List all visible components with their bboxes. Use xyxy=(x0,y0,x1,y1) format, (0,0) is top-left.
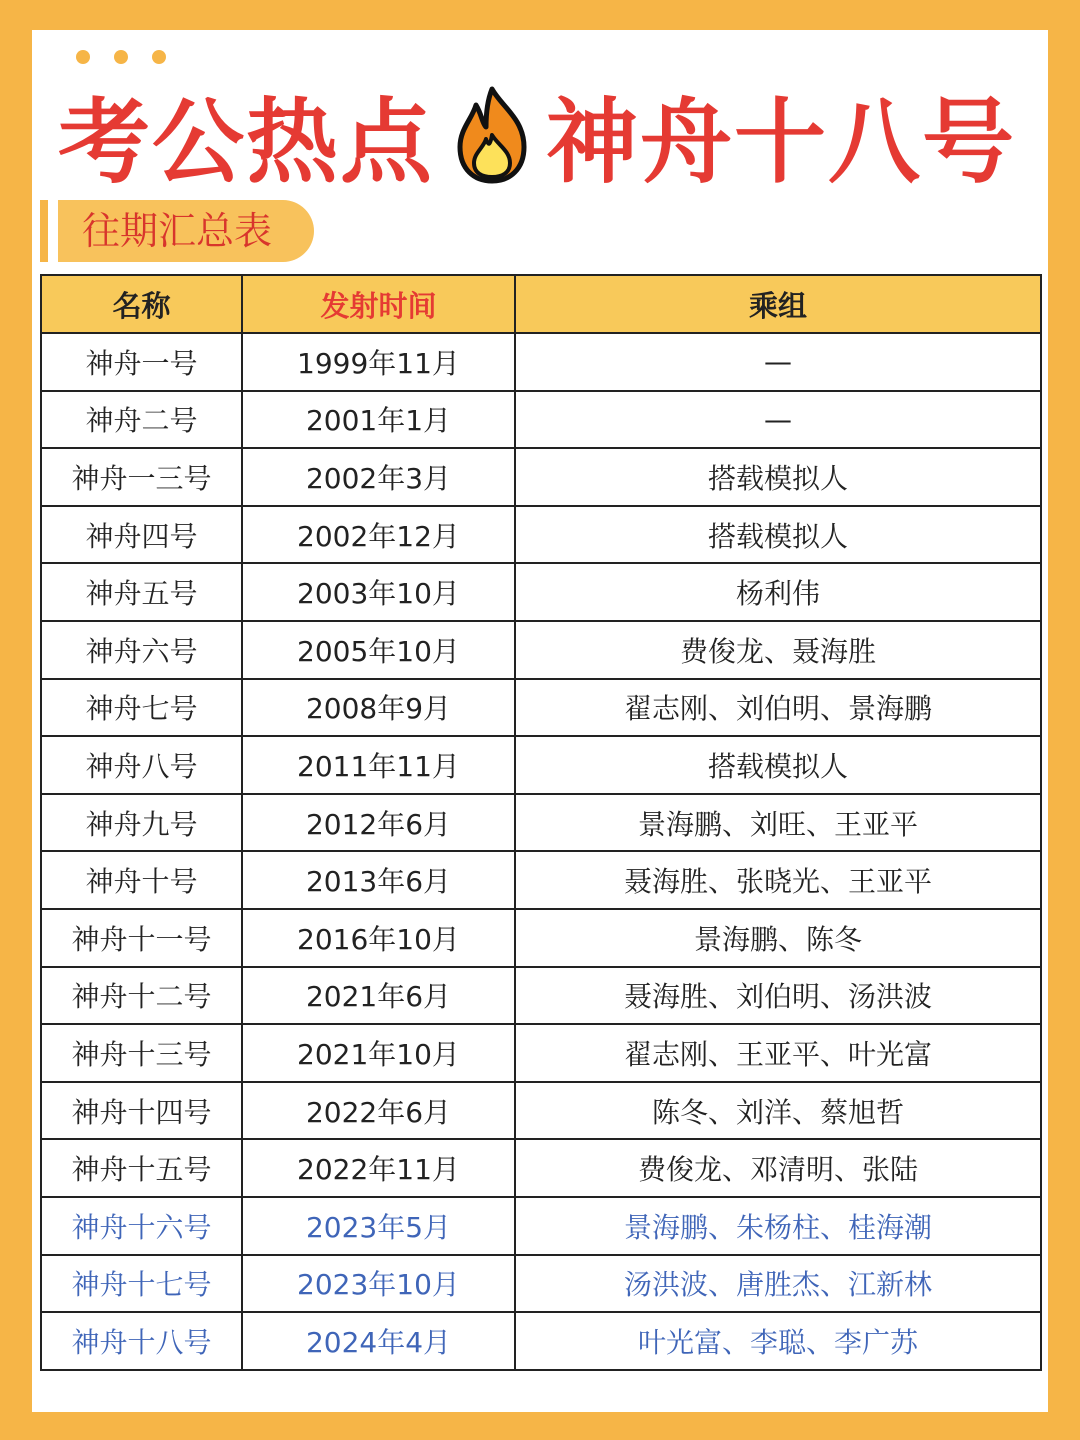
subtitle: 往期汇总表 xyxy=(58,200,314,262)
cell-name: 神舟七号 xyxy=(41,679,242,737)
header-date: 发射时间 xyxy=(242,275,515,333)
table-row xyxy=(41,1312,1041,1370)
cell-crew: 搭载模拟人 xyxy=(515,736,1041,794)
cell-date: 2016年10月 xyxy=(242,909,515,967)
cell-date: 2003年10月 xyxy=(242,563,515,621)
cell-name: 神舟十一号 xyxy=(41,909,242,967)
table-row xyxy=(41,909,1041,967)
cell-name: 神舟十号 xyxy=(41,851,242,909)
cell-crew: 陈冬、刘洋、蔡旭哲 xyxy=(515,1082,1041,1140)
cell-date: 2008年9月 xyxy=(242,679,515,737)
cell-date: 2012年6月 xyxy=(242,794,515,852)
cell-name: 神舟十八号 xyxy=(41,1312,242,1370)
decorative-dots xyxy=(76,50,166,64)
table-row xyxy=(41,563,1041,621)
cell-name: 神舟八号 xyxy=(41,736,242,794)
table-row xyxy=(41,967,1041,1025)
header-name: 名称 xyxy=(41,275,242,333)
cell-date: 1999年11月 xyxy=(242,333,515,391)
cell-crew: 翟志刚、刘伯明、景海鹏 xyxy=(515,679,1041,737)
cell-date: 2022年6月 xyxy=(242,1082,515,1140)
cell-date: 2022年11月 xyxy=(242,1139,515,1197)
cell-crew: — xyxy=(515,391,1041,449)
cell-crew: — xyxy=(515,333,1041,391)
table-row xyxy=(41,851,1041,909)
cell-date: 2002年12月 xyxy=(242,506,515,564)
table-row xyxy=(41,391,1041,449)
table-row xyxy=(41,1082,1041,1140)
cell-name: 神舟十三号 xyxy=(41,1024,242,1082)
cell-date: 2023年5月 xyxy=(242,1197,515,1255)
table-row xyxy=(41,1197,1041,1255)
dot-icon xyxy=(152,50,166,64)
subtitle-accent-bar xyxy=(40,200,48,262)
poster-card xyxy=(32,30,1048,1412)
table-row xyxy=(41,333,1041,391)
title-right: 神舟十八号 xyxy=(546,89,1017,196)
cell-crew: 景海鹏、朱杨柱、桂海潮 xyxy=(515,1197,1041,1255)
cell-crew: 景海鹏、刘旺、王亚平 xyxy=(515,794,1041,852)
cell-crew: 费俊龙、聂海胜 xyxy=(515,621,1041,679)
table-row xyxy=(41,679,1041,737)
cell-name: 神舟十七号 xyxy=(41,1255,242,1313)
cell-date: 2023年10月 xyxy=(242,1255,515,1313)
cell-crew: 翟志刚、王亚平、叶光富 xyxy=(515,1024,1041,1082)
cell-date: 2021年6月 xyxy=(242,967,515,1025)
table-row xyxy=(41,621,1041,679)
dot-icon xyxy=(114,50,128,64)
cell-crew: 聂海胜、刘伯明、汤洪波 xyxy=(515,967,1041,1025)
cell-name: 神舟十五号 xyxy=(41,1139,242,1197)
dot-icon xyxy=(76,50,90,64)
cell-date: 2001年1月 xyxy=(242,391,515,449)
header-crew: 乘组 xyxy=(515,275,1041,333)
cell-crew: 搭载模拟人 xyxy=(515,448,1041,506)
cell-name: 神舟十六号 xyxy=(41,1197,242,1255)
table-row xyxy=(41,1255,1041,1313)
cell-crew: 搭载模拟人 xyxy=(515,506,1041,564)
cell-date: 2002年3月 xyxy=(242,448,515,506)
cell-date: 2013年6月 xyxy=(242,851,515,909)
table-row xyxy=(41,736,1041,794)
table-body xyxy=(41,333,1041,1370)
cell-crew: 叶光富、李聪、李广苏 xyxy=(515,1312,1041,1370)
cell-name: 神舟九号 xyxy=(41,794,242,852)
cell-date: 2024年4月 xyxy=(242,1312,515,1370)
cell-crew: 聂海胜、张晓光、王亚平 xyxy=(515,851,1041,909)
cell-name: 神舟二号 xyxy=(41,391,242,449)
cell-name: 神舟一号 xyxy=(41,333,242,391)
cell-name: 神舟一三号 xyxy=(41,448,242,506)
table-row xyxy=(41,448,1041,506)
cell-name: 神舟五号 xyxy=(41,563,242,621)
table-row xyxy=(41,1024,1041,1082)
cell-crew: 汤洪波、唐胜杰、江新林 xyxy=(515,1255,1041,1313)
cell-crew: 费俊龙、邓清明、张陆 xyxy=(515,1139,1041,1197)
launch-table xyxy=(40,274,1042,1371)
cell-name: 神舟十四号 xyxy=(41,1082,242,1140)
page-title xyxy=(58,70,1016,200)
fire-icon xyxy=(452,85,532,185)
cell-crew: 景海鹏、陈冬 xyxy=(515,909,1041,967)
cell-date: 2005年10月 xyxy=(242,621,515,679)
table-row xyxy=(41,1139,1041,1197)
title-left: 考公热点 xyxy=(58,89,435,196)
cell-name: 神舟六号 xyxy=(41,621,242,679)
table-row xyxy=(41,506,1041,564)
cell-crew: 杨利伟 xyxy=(515,563,1041,621)
cell-date: 2021年10月 xyxy=(242,1024,515,1082)
cell-date: 2011年11月 xyxy=(242,736,515,794)
table-header-row xyxy=(41,275,1041,333)
cell-name: 神舟四号 xyxy=(41,506,242,564)
cell-name: 神舟十二号 xyxy=(41,967,242,1025)
table-row xyxy=(41,794,1041,852)
